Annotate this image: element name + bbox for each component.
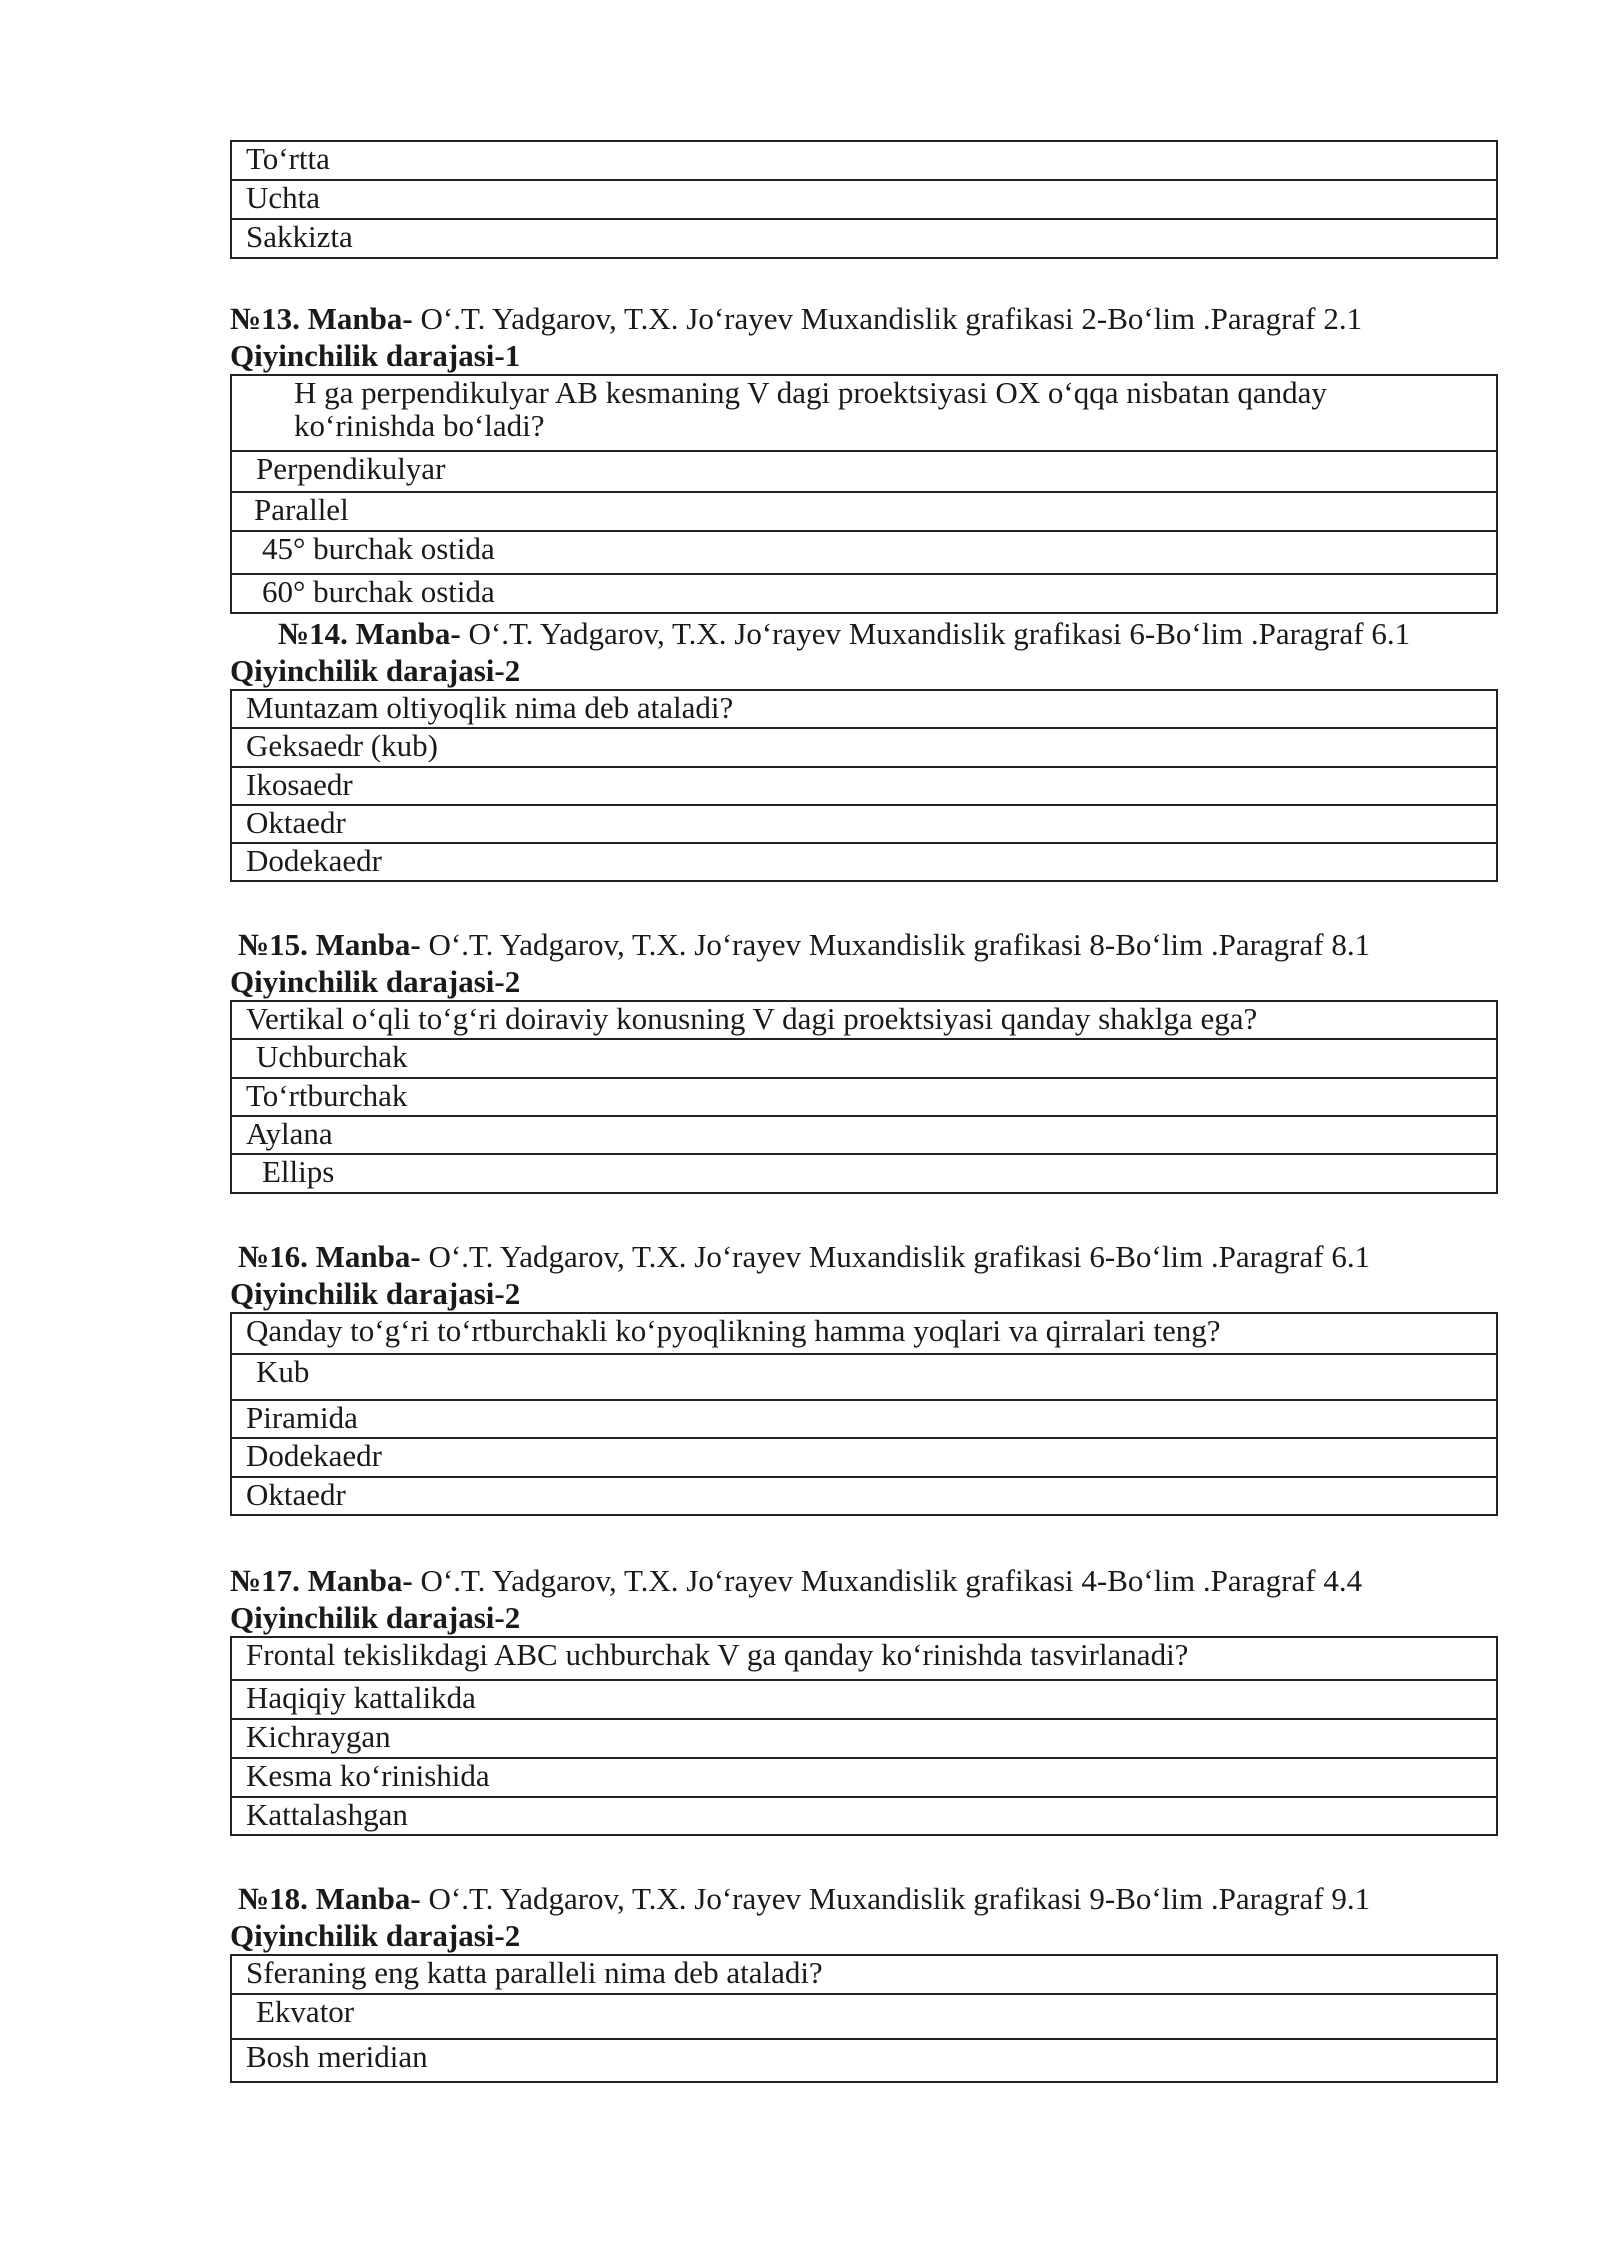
answer-option: Perpendikulyar <box>231 451 1497 492</box>
manba-label: Manba- <box>315 927 421 962</box>
manba-label: Manba- <box>355 616 461 651</box>
answer-option: Ekvator <box>231 1994 1497 2039</box>
manba-label: Manba- <box>315 1239 421 1274</box>
answer-option: Dodekaedr <box>231 843 1497 881</box>
answer-table <box>230 374 1498 614</box>
question-number: №16. <box>238 1239 308 1274</box>
question-18 <box>230 1880 1498 2083</box>
difficulty-level: Qiyinchilik darajasi-2 <box>230 1276 521 1311</box>
answer-option: Piramida <box>231 1400 1497 1438</box>
question-source: O‘.T. Yadgarov, T.X. Jo‘rayev Muxandislik grafikasi 2-Bo‘lim .Paragraf 2.1 <box>420 301 1363 336</box>
question-text: Qanday to‘g‘ri to‘rtburchakli ko‘pyoqlikning hamma yoqlari va qirralari teng? <box>231 1313 1497 1354</box>
question-text: Muntazam oltiyoqlik nima deb ataladi? <box>231 690 1497 728</box>
difficulty-level: Qiyinchilik darajasi-2 <box>230 964 521 999</box>
question-source: O‘.T. Yadgarov, T.X. Jo‘rayev Muxandislik grafikasi 9-Bo‘lim .Paragraf 9.1 <box>428 1881 1371 1916</box>
answer-table <box>230 140 1498 259</box>
question-heading <box>230 1562 1498 1600</box>
question-source: O‘.T. Yadgarov, T.X. Jo‘rayev Muxandislik grafikasi 8-Bo‘lim .Paragraf 8.1 <box>428 927 1371 962</box>
question-text: Vertikal o‘qli to‘g‘ri doiraviy konusning V dagi proektsiyasi qanday shaklga ega? <box>231 1001 1497 1039</box>
manba-label: Manba- <box>315 1881 421 1916</box>
answer-option: 60° burchak ostida <box>231 574 1497 613</box>
question-number: №13. <box>230 301 300 336</box>
question-15 <box>230 926 1498 1194</box>
question-13 <box>230 300 1498 614</box>
answer-option: Aylana <box>231 1116 1497 1154</box>
manba-label: Manba- <box>307 1563 413 1598</box>
answer-option: Geksaedr (kub) <box>231 728 1497 767</box>
question-heading <box>230 1880 1498 1918</box>
question-17 <box>230 1562 1498 1836</box>
answer-table <box>230 1636 1498 1836</box>
answer-option: Kesma ko‘rinishida <box>231 1758 1497 1797</box>
answer-table <box>230 1000 1498 1194</box>
difficulty-level: Qiyinchilik darajasi-2 <box>230 653 521 688</box>
question-number: №14. <box>278 616 348 651</box>
answer-option: Oktaedr <box>231 805 1497 843</box>
difficulty-level: Qiyinchilik darajasi-2 <box>230 1918 521 1953</box>
answer-option: Parallel <box>231 492 1497 531</box>
answer-option: Kub <box>231 1354 1497 1400</box>
question-heading <box>230 300 1498 338</box>
question-heading <box>230 1238 1498 1276</box>
answer-table <box>230 1312 1498 1516</box>
answer-option: Sakkizta <box>231 219 1497 258</box>
question-12-options <box>230 140 1498 259</box>
answer-table <box>230 689 1498 882</box>
question-source: O‘.T. Yadgarov, T.X. Jo‘rayev Muxandislik grafikasi 6-Bo‘lim .Paragraf 6.1 <box>428 1239 1371 1274</box>
manba-label: Manba- <box>307 301 413 336</box>
answer-option: Dodekaedr <box>231 1438 1497 1477</box>
answer-option: Uchta <box>231 180 1497 219</box>
question-number: №18. <box>238 1881 308 1916</box>
answer-table <box>230 1954 1498 2083</box>
answer-option: Uchburchak <box>231 1039 1497 1078</box>
question-14 <box>230 615 1498 882</box>
question-text: Frontal tekislikdagi ABC uchburchak V ga qanday ko‘rinishda tasvirlanadi? <box>231 1637 1497 1680</box>
answer-option: Bosh meridian <box>231 2039 1497 2082</box>
question-source: O‘.T. Yadgarov, T.X. Jo‘rayev Muxandislik grafikasi 4-Bo‘lim .Paragraf 4.4 <box>420 1563 1363 1598</box>
question-heading <box>230 615 1498 653</box>
answer-option: Ikosaedr <box>231 767 1497 805</box>
answer-option: Haqiqiy kattalikda <box>231 1680 1497 1719</box>
answer-option: Ellips <box>231 1154 1497 1193</box>
question-text: Sferaning eng katta paralleli nima deb ataladi? <box>231 1955 1497 1994</box>
question-heading <box>230 926 1498 964</box>
answer-option: Kattalashgan <box>231 1797 1497 1835</box>
question-source: O‘.T. Yadgarov, T.X. Jo‘rayev Muxandislik grafikasi 6-Bo‘lim .Paragraf 6.1 <box>468 616 1411 651</box>
answer-option: Oktaedr <box>231 1477 1497 1515</box>
question-16 <box>230 1238 1498 1516</box>
answer-option: 45° burchak ostida <box>231 531 1497 574</box>
question-number: №15. <box>238 927 308 962</box>
difficulty-level: Qiyinchilik darajasi-2 <box>230 1600 521 1635</box>
question-text: H ga perpendikulyar AB kesmaning V dagi proektsiyasi OX o‘qqa nisbatan qanday ko‘rinishda bo‘ladi? <box>231 375 1497 451</box>
difficulty-level: Qiyinchilik darajasi-1 <box>230 338 521 373</box>
answer-option: To‘rtta <box>231 141 1497 180</box>
answer-option: Kichraygan <box>231 1719 1497 1758</box>
answer-option: To‘rtburchak <box>231 1078 1497 1116</box>
question-number: №17. <box>230 1563 300 1598</box>
